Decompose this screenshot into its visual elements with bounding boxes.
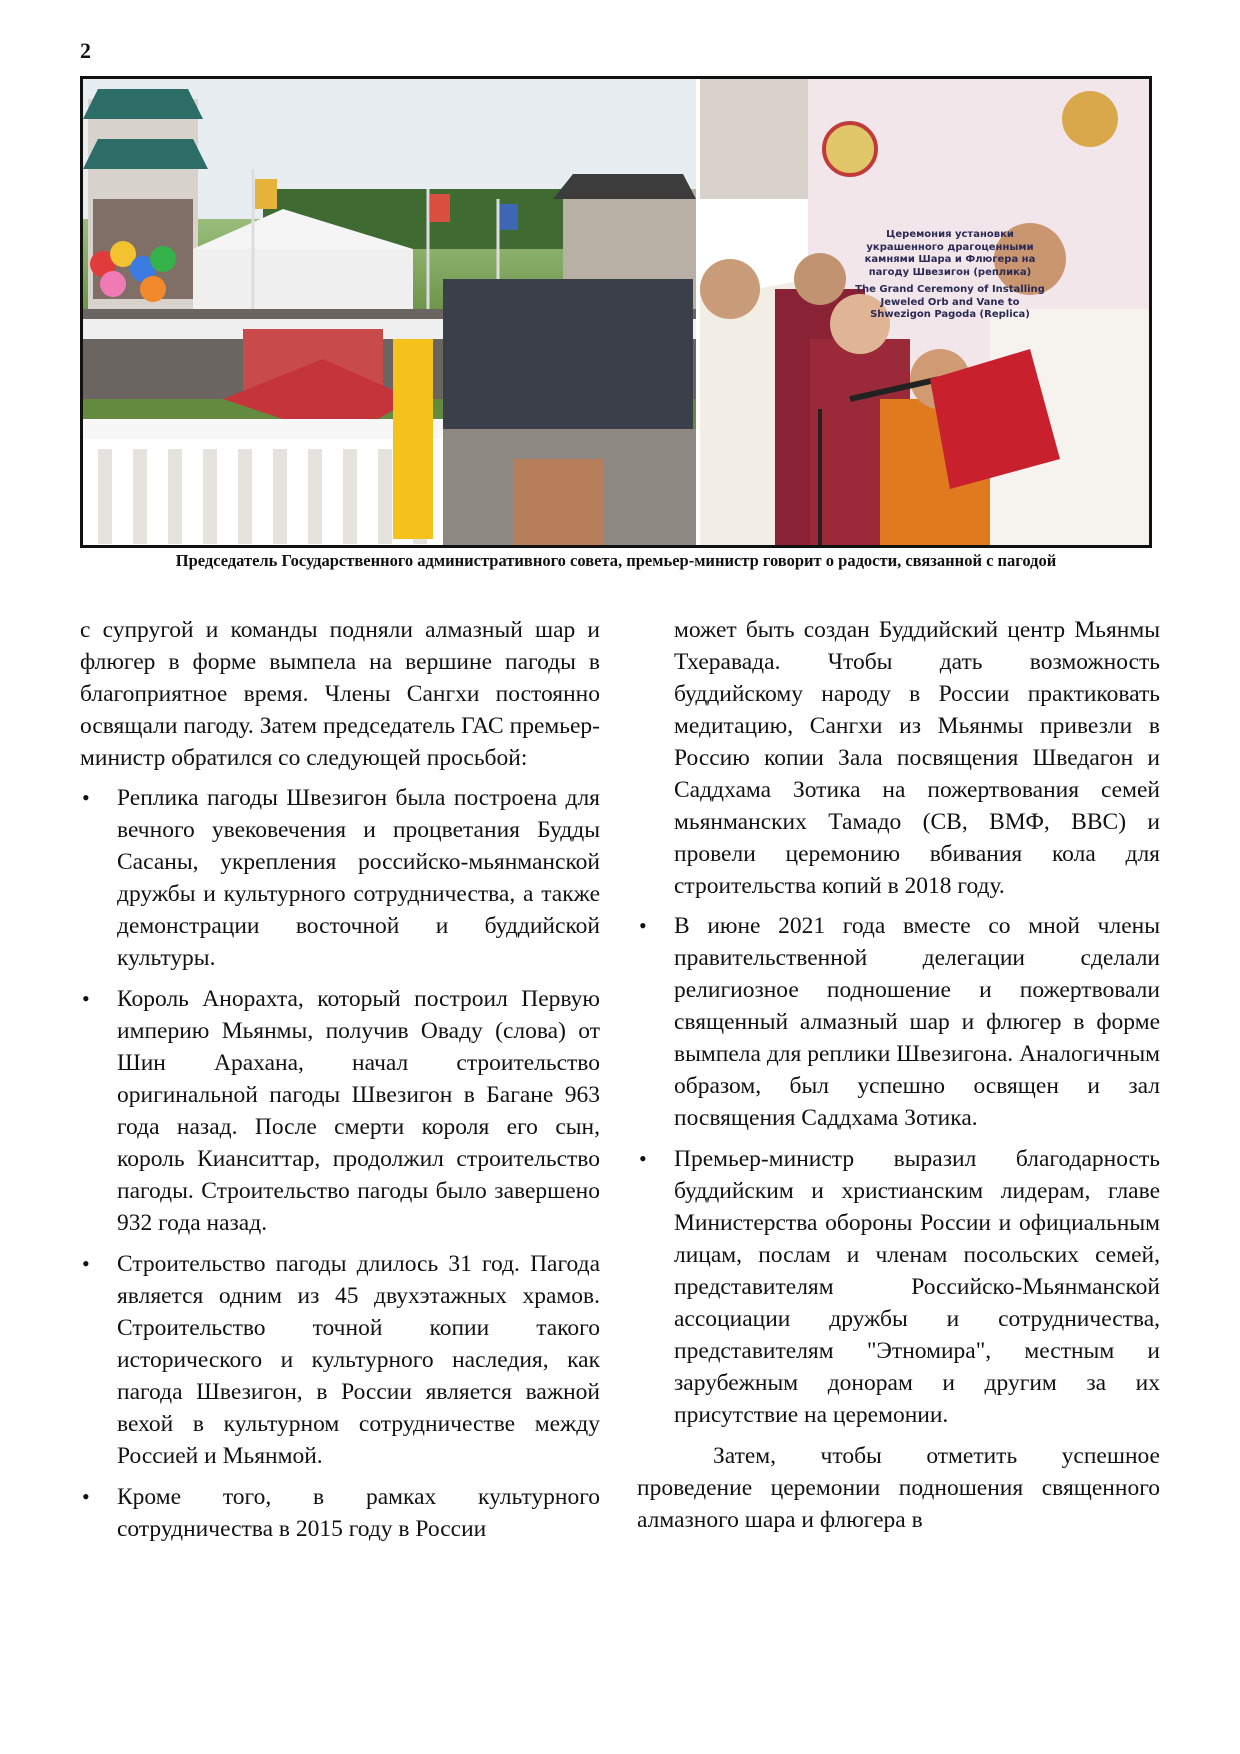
right-column: [637, 614, 1160, 1544]
right-bullet-list: [637, 910, 1160, 1431]
list-item: • Строительство пагоды длилось 31 год. Пагода является одним из 45 двухэтажных храмов. Строительство точной копии такого исторического и культурного наследия, как пагода Швезигон, в России является важной вехой в культурном сотрудничестве между Россией и Мьянмой.: [80, 1248, 600, 1472]
speech-photo: [700, 79, 1149, 545]
photo-caption: Председатель Государственного административного совета, премьер-министр говорит о радости, связанной с пагодой: [175, 551, 1057, 570]
right-continuation-paragraph: может быть создан Буддийский центр Мьянмы Тхеравада. Чтобы дать возможность буддийскому народу в России практиковать медитацию, Сангхи из Мьянмы привезли в Россию копии Зала посвящения Шведагон и Саддхама Зотика на пожертвования семей мьянманских Тамадо (СВ, ВМФ, ВВС) и провели церемонию вбивания кола для строительства копий в 2018 году.: [674, 617, 1160, 899]
closing-paragraph: Затем, чтобы отметить успешное проведение церемонии подношения священного алмазного шара и флюгера в: [637, 1443, 1160, 1533]
banner-text-russian: Церемония установки украшенного драгоценными камнями Шара и Флюгера на пагоду Швезигон (реплика): [864, 229, 1036, 278]
list-item: • Король Анорахта, который построил Первую империю Мьянмы, получив Оваду (слова) от Шин Арахана, начал строительство оригинальной пагоды Швезигон в Багане 963 года назад. После смерти короля его сын, король Кианситтар, продолжил строительство пагоды. Строительство пагоды было завершено 932 года назад.: [80, 983, 600, 1239]
left-bullet-list: [80, 782, 600, 1545]
ceremony-crowd-photo: [83, 79, 696, 545]
left-intro-paragraph: с супругой и команды подняли алмазный шар и флюгер в форме вымпела на вершине пагоды в благоприятное время. Члены Сангхи постоянно освящали пагоду. Затем председатель ГАС премьер-министр обратился со следующей просьбой:: [80, 617, 600, 771]
page-number: 2: [80, 38, 91, 63]
banner-text-english: The Grand Ceremony of Installing Jeweled Orb and Vane to Shwezigon Pagoda (Replica): [855, 284, 1045, 320]
list-item: • Премьер-министр выразил благодарность буддийским и христианским лидерам, главе Министерства обороны России и официальным лицам, послам и членам посольских семей, представителям Российско-Мьянманской ассоциации дружбы и сотрудничества, представителям "Этномира", местным и зарубежным донорам и другим за их присутствие на церемонии.: [637, 1143, 1160, 1431]
list-item: • Реплика пагоды Швезигон была построена для вечного увековечения и процветания Будды Сасаны, укрепления российско-мьянманской дружбы и культурного сотрудничества, а также демонстрации восточной и буддийской культуры.: [80, 782, 600, 974]
pagoda-ceremony-illustration: [83, 79, 696, 545]
list-item: • В июне 2021 года вместе со мной члены правительственной делегации сделали религиозное подношение и пожертвовали священный алмазный шар и флюгер в форме вымпела для реплики Швезигона. Аналогичным образом, был успешно освящен и зал посвящения Саддхама Зотика.: [637, 910, 1160, 1134]
news-photo: [80, 76, 1152, 548]
left-column: [80, 614, 600, 1554]
list-item: • Кроме того, в рамках культурного сотрудничества в 2015 году в России: [80, 1481, 600, 1545]
